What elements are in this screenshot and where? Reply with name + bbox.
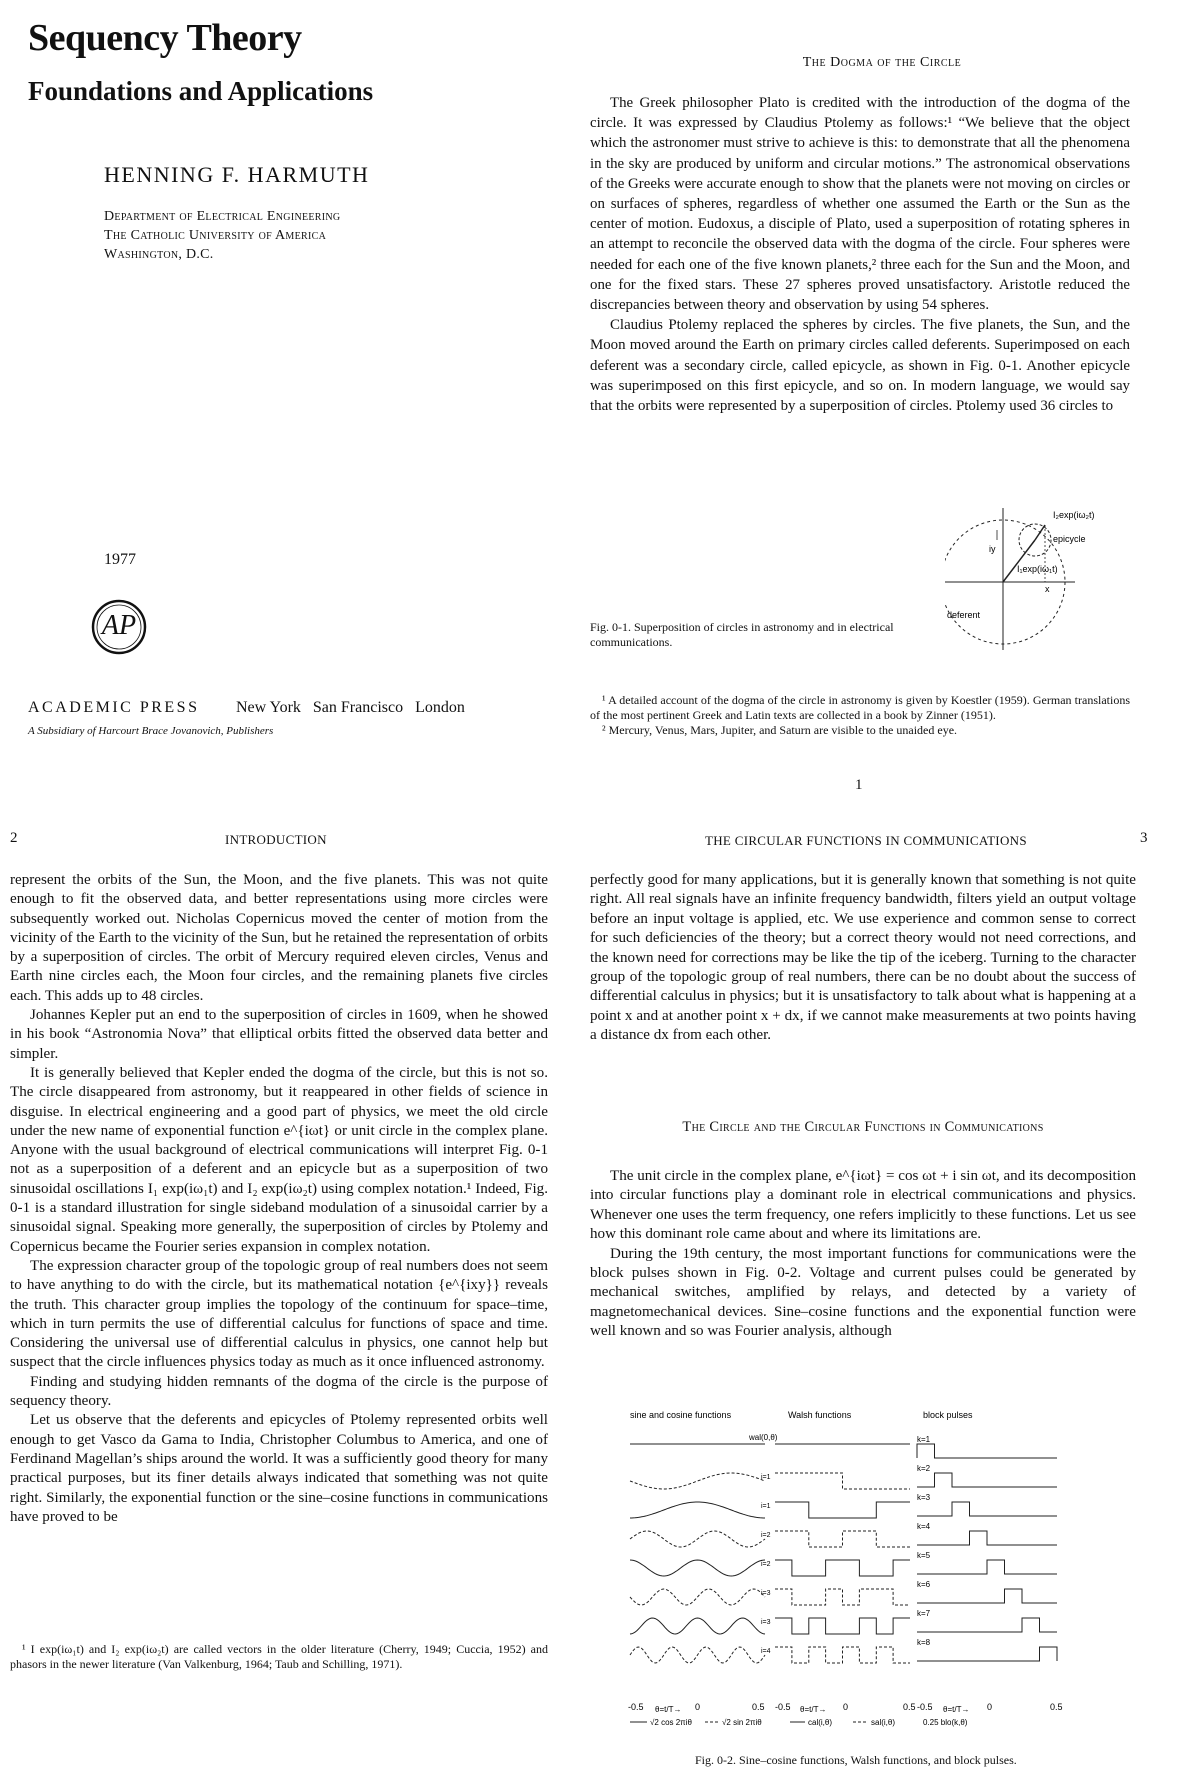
- footnote: ¹ I exp(iω₁t) and I₂ exp(iω₂t) are called vectors in the older literature (Cherry, 1949; Cuccia, 1952) and phasors in the newer literature (Van Valkenburg, 1964; Taub and Schilling, 1971).: [10, 1642, 548, 1671]
- fig-label-i1: I₁exp(iω₁t): [1017, 564, 1058, 574]
- block-index-label: k=6: [917, 1580, 931, 1589]
- block-pulse-curve: [917, 1502, 1057, 1516]
- running-head: THE CIRCULAR FUNCTIONS IN COMMUNICATIONS: [705, 833, 1027, 848]
- sine-cosine-curve: [630, 1560, 765, 1576]
- paragraph: Johannes Kepler put an end to the superposition of circles in 1609, when he showed in his book “Astronomia Nova” that elliptical orbits fitted the observed data better and simpler.: [10, 1007, 548, 1062]
- figure-0-1: [945, 500, 1125, 660]
- block-pulse-column: [917, 1444, 1057, 1661]
- legend-cos: √2 cos 2πiθ: [650, 1718, 692, 1727]
- publisher-name: ACADEMIC PRESS: [28, 699, 200, 716]
- walsh-index-label: i=4: [761, 1648, 771, 1655]
- section-heading: The Circle and the Circular Functions in Communications: [682, 1119, 1044, 1135]
- affiliation: [104, 207, 340, 264]
- walsh-index-label: i=3: [761, 1590, 771, 1597]
- author-name: HENNING F. HARMUTH: [104, 162, 370, 187]
- walsh-index-label: i=1: [761, 1474, 771, 1481]
- publisher-cities: New York San Francisco London: [236, 699, 465, 716]
- figure-0-1-caption: Fig. 0-1. Superposition of circles in astronomy and in electrical communications.: [590, 620, 894, 649]
- figure-0-2: [625, 1410, 1125, 1750]
- fig-label-iy: iy: [989, 544, 996, 554]
- publisher-logo-text: AP: [101, 610, 137, 641]
- walsh-function-curve: [775, 1531, 910, 1547]
- walsh-function-curve: [775, 1502, 910, 1518]
- sine-cosine-curve: [630, 1531, 765, 1547]
- page-3-body-top: [590, 871, 1136, 1046]
- walsh-index-label: i=1: [761, 1503, 771, 1510]
- column-title: Walsh functions: [788, 1410, 852, 1420]
- walsh-column: [775, 1444, 910, 1663]
- title-page: [0, 0, 585, 830]
- paragraph: The unit circle in the complex plane, e^{iωt} = cos ωt + i sin ωt, and its decomposition into circular functions play a dominant role in electrical communications and physics. Whenever one uses the term frequency, one refers implicitly to these functions. Let us see how this dominant role came about and where its limitations are.: [590, 1168, 1136, 1243]
- axis-tick: 0: [843, 1702, 849, 1712]
- axis-tick: 0.5: [1050, 1702, 1063, 1712]
- page-number: 2: [10, 830, 18, 846]
- paragraph: The expression character group of the topologic group of real numbers does not seem to have anything to do with the circle, but its mathematical notation {e^{ixy}} reveals the truth. This character group implies the topology of the continuum for space–time, which in turn permits the use of differential calculus for functions of space and time. Considering the universal use of differential calculus in physics, one cannot help but suspect that the circle influences physics today as much as it once influenced astronomy.: [10, 1257, 548, 1371]
- paragraph: Let us observe that the deferents and epicycles of Ptolemy represented orbits well enough to get Vasco da Gama to India, Christopher Columbus to America, and one of Ferdinand Magellan’s ships around the world. It was a sufficiently good theory for many practical purposes, but its finer details always indicated that something was not quite right. Similarly, the exponential function or the sine–cosine functions in communications have proved to be: [10, 1412, 548, 1525]
- wal-zero-label: wal(0,θ): [749, 1433, 778, 1442]
- paragraph: It is generally believed that Kepler ended the dogma of the circle, but this is not so. The circle disappeared from astronomy, but it reappeared in other fields of science in disguise. In electrical engineering and a good part of physics, we meet the old circle under the new name of exponential function e^{iωt} or unit circle in the complex plane. Anyone with the usual background of electrical communications will interpret Fig. 0-1 not as a superposition of a deferent and an epicycle but as a superposition of two sinusoidal oscillations I₁ exp(iω₁t) and I₂ exp(iω₂t) using complex notation.¹ Indeed, Fig. 0-1 is a standard illustration for single sideband modulation of a sinusoidal carrier by a sinusoidal signal. Speaking more generally, the superposition of circles by Ptolemy and Copernicus became the Fourier series expansion in complex notation.: [10, 1064, 548, 1255]
- axis-variable: θ=t/T→: [800, 1705, 827, 1714]
- block-pulse-curve: [917, 1618, 1057, 1632]
- page-3: [585, 830, 1179, 1782]
- affiliation-line: Department of Electrical Engineering: [104, 209, 341, 224]
- walsh-index-label: i=2: [761, 1561, 771, 1568]
- axis-variable: θ=t/T→: [943, 1705, 970, 1714]
- page-number: 1: [855, 777, 863, 793]
- walsh-function-curve: [775, 1618, 910, 1634]
- column-title: block pulses: [923, 1410, 973, 1420]
- block-pulse-curve: [917, 1444, 1057, 1458]
- running-head: INTRODUCTION: [225, 832, 327, 847]
- paragraph: The Greek philosopher Plato is credited with the introduction of the dogma of the circle. It was expressed by Claudius Ptolemy as follows:¹ “We believe that the object which the astronomer must strive to achieve is this: to demonstrate that all the phenomena in the sky are produced by uniform and circular motions.” The astronomical observations of the Greeks were accurate enough to show that the planets were not moving on circles or on surfaces of spheres, regardless of whether one assumed the Earth or the Sun as the center of motion. Eudoxus, a disciple of Plato, used a superposition of rotating spheres in an attempt to reconcile the observed data with the dogma of the circle. Four spheres were needed for each one of the five known planets,² three each for the Sun and the Moon, and one for the fixed stars. These 27 spheres proved unsatisfactory. Aristotle reduced the discrepancies between theory and observation by using 54 spheres.: [590, 95, 1131, 314]
- sine-cosine-curve: [630, 1647, 765, 1663]
- block-pulse-curve: [917, 1647, 1057, 1661]
- walsh-function-curve: [775, 1560, 910, 1576]
- paragraph: perfectly good for many applications, but it is generally known that something is not quite right. All real signals have an infinite frequency bandwidth, filters yield an output voltage before an input voltage is applied, etc. We use experience and common sense to correct for such deficiencies of the theory; but a correct theory would not need corrections, and the known need for corrections may be like the tip of the iceberg. Turning to the character group of the topologic group of real numbers, there can be no doubt about the success of differential calculus in physics; but it is unsatisfactory to talk about what is happening at a point x and at another point x + dx, if we cannot make measurements at two points having a distance dx from each other.: [590, 872, 1136, 1044]
- block-index-label: k=3: [917, 1493, 931, 1502]
- footnote: ¹ A detailed account of the dogma of the circle in astronomy is given by Koestler (1959). German translations of the most pertinent Greek and Latin texts are collected in a book by Zinner (1951).: [590, 693, 1130, 722]
- affiliation-line: Washington, D.C.: [104, 247, 214, 262]
- publication-year: 1977: [104, 551, 136, 568]
- fig-label-x: x: [1045, 584, 1050, 594]
- paragraph: During the 19th century, the most important functions for communications were the block pulses shown in Fig. 0-2. Voltage and current pulses could be generated by mechanical switches, amplified by relays, and detected by a variety of magnetomechanical devices. Sine–cosine functions and the exponential function were well known and so was Fourier analysis, although: [590, 1245, 1136, 1340]
- block-pulse-curve: [917, 1473, 1057, 1487]
- legend-sin: √2 sin 2πiθ: [722, 1718, 762, 1727]
- block-pulse-curve: [917, 1589, 1057, 1603]
- page-2: [0, 830, 585, 1782]
- block-index-labels: [917, 1435, 931, 1647]
- walsh-function-curve: [775, 1473, 910, 1489]
- fig-label-deferent: deferent: [947, 610, 981, 620]
- block-index-label: k=2: [917, 1464, 931, 1473]
- axis-tick: 0.5: [752, 1702, 765, 1712]
- sine-cosine-curve: [630, 1502, 765, 1518]
- block-pulse-curve: [917, 1531, 1057, 1545]
- paragraph: represent the orbits of the Sun, the Moon, and the five planets. This was not quite enough to fit the observed data, and better representations using more circles were subsequently worked out. Nicholas Copernicus moved the center of motion from the vicinity of the Earth to the vicinity of the Sun, but he retained the representation of orbits by a superposition of circles. The orbit of Mercury required eleven circles, Venus and Earth nine circles each, the Moon four circles, and the remaining planets five circles each. This adds up to 48 circles.: [10, 872, 548, 1004]
- fig-label-epicycle: epicycle: [1053, 534, 1086, 544]
- page-number: 3: [1140, 830, 1148, 846]
- figure-0-2-caption: Fig. 0-2. Sine–cosine functions, Walsh functions, and block pulses.: [695, 1753, 1017, 1767]
- paragraph: Claudius Ptolemy replaced the spheres by circles. The five planets, the Sun, and the Moon moved around the Earth on primary circles called deferents. Superimposed on each deferent was a secondary circle, called epicycle, as shown in Fig. 0-1. Another epicycle was superimposed on this first epicycle, and so on. In modern language, we would say that the orbits were represented by a superposition of circles. Ptolemy used 36 circles to: [590, 317, 1130, 415]
- footnote: ² Mercury, Venus, Mars, Jupiter, and Saturn are visible to the unaided eye.: [602, 723, 958, 737]
- block-index-label: k=8: [917, 1638, 931, 1647]
- legend-sal: sal(i,θ): [871, 1718, 896, 1727]
- walsh-function-curve: [775, 1647, 910, 1663]
- walsh-function-curve: [775, 1589, 910, 1605]
- sine-cosine-column: [630, 1444, 765, 1663]
- block-index-label: k=5: [917, 1551, 931, 1560]
- page-2-body: [10, 871, 548, 1527]
- walsh-index-label: i=2: [761, 1532, 771, 1539]
- publisher-logo: [90, 598, 148, 656]
- book-title: Sequency Theory: [28, 17, 302, 59]
- block-index-label: k=1: [917, 1435, 931, 1444]
- walsh-index-labels: [761, 1474, 771, 1655]
- block-pulse-curve: [917, 1560, 1057, 1574]
- block-index-label: k=7: [917, 1609, 931, 1618]
- axis-tick: 0: [987, 1702, 993, 1712]
- axis-tick: 0.5: [903, 1702, 916, 1712]
- column-title: sine and cosine functions: [630, 1410, 732, 1420]
- axis-tick: -0.5: [628, 1702, 644, 1712]
- page-3-body: [590, 1167, 1136, 1342]
- page-1: [585, 0, 1179, 830]
- fig-label-i2: I₂exp(iω₂t): [1053, 510, 1095, 520]
- walsh-index-label: i=3: [761, 1619, 771, 1626]
- epicycle-diagram: [945, 500, 1125, 660]
- page-1-body: [590, 93, 1130, 416]
- axis-tick: -0.5: [775, 1702, 791, 1712]
- axis-tick: 0: [695, 1702, 701, 1712]
- paragraph: Finding and studying hidden remnants of the dogma of the circle is the purpose of sequency theory.: [10, 1373, 548, 1410]
- axis-variable: θ=t/T→: [655, 1705, 682, 1714]
- sine-cosine-curve: [630, 1473, 765, 1489]
- affiliation-line: The Catholic University of America: [104, 228, 327, 243]
- axis-tick: -0.5: [917, 1702, 933, 1712]
- sine-cosine-curve: [630, 1618, 765, 1634]
- page-1-footnotes: [590, 693, 1130, 738]
- chapter-heading: The Dogma of the Circle: [802, 55, 962, 70]
- page-2-footnote: [10, 1642, 548, 1672]
- legend-block: 0.25 blo(k,θ): [923, 1718, 968, 1727]
- publisher-subsidiary: A Subsidiary of Harcourt Brace Jovanovich, Publishers: [28, 725, 274, 737]
- book-subtitle: Foundations and Applications: [28, 76, 374, 106]
- block-index-label: k=4: [917, 1522, 931, 1531]
- legend-cal: cal(i,θ): [808, 1718, 833, 1727]
- sine-cosine-curve: [630, 1589, 765, 1605]
